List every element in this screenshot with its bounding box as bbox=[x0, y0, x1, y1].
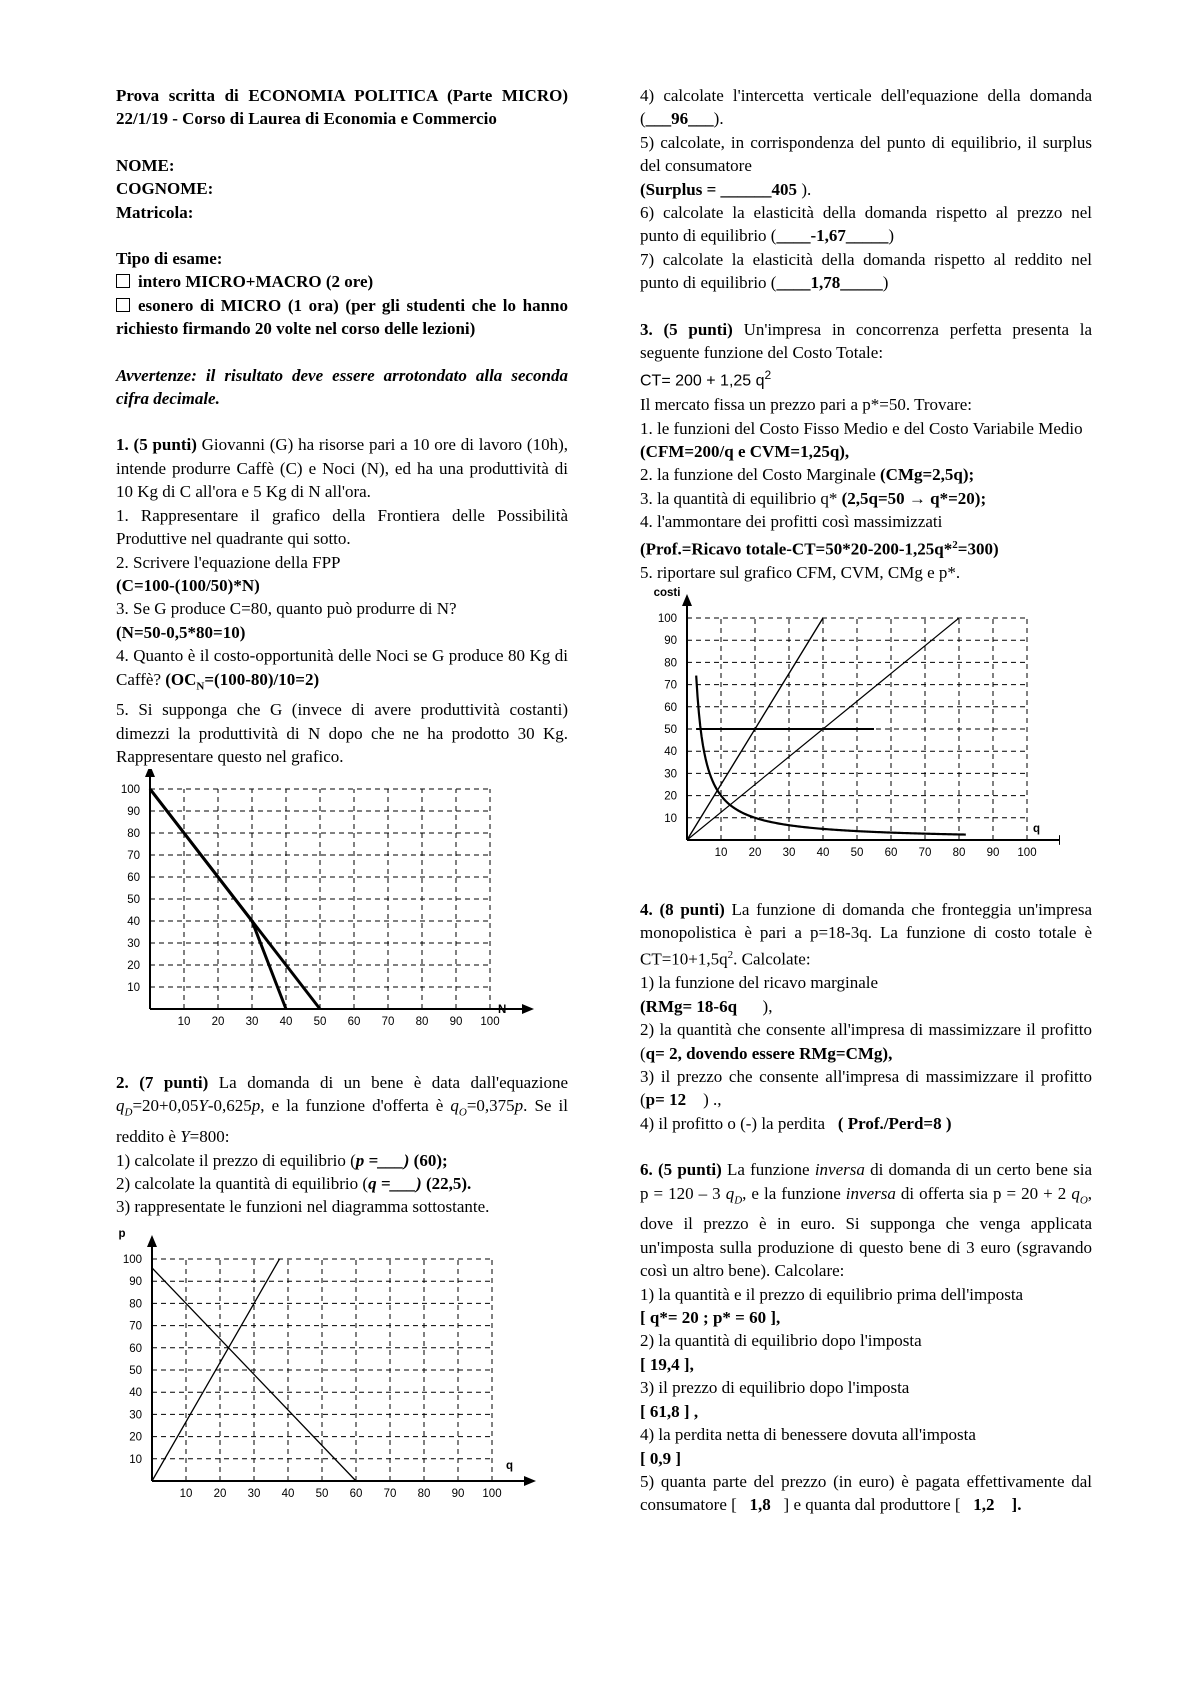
x-axis-arrow bbox=[524, 1476, 536, 1486]
y-tick-label: 60 bbox=[664, 701, 677, 714]
y-axis-label: p bbox=[118, 1227, 126, 1240]
left-column bbox=[116, 84, 568, 1515]
y-tick-label: 80 bbox=[664, 657, 677, 670]
x-axis-arrow bbox=[1059, 835, 1060, 845]
x-tick-label: 90 bbox=[986, 847, 1000, 860]
x-tick-label: 70 bbox=[918, 847, 932, 860]
q2-item-7: 7) calcolate la elasticità della domanda rispetto al reddito nel punto di equilibrio (____1,78_____) bbox=[640, 249, 1092, 293]
y-tick-label: 30 bbox=[664, 768, 677, 781]
x-tick-label: 20 bbox=[748, 847, 762, 860]
y-tick-label: 40 bbox=[129, 1386, 142, 1399]
x-tick-label: 90 bbox=[449, 1015, 463, 1028]
x-tick-label: 60 bbox=[349, 1487, 363, 1500]
q2-item-1: 1) calcolate il prezzo di equilibrio (p =___) (60); bbox=[116, 1150, 448, 1170]
x-tick-label: 70 bbox=[383, 1487, 397, 1500]
y-tick-label: 100 bbox=[657, 613, 677, 626]
q1-text: 1. (5 punti) Giovanni (G) ha risorse pari a 10 ore di lavoro (10h), intende produrre Caffè (C) e Noci (N), ed ha una produttività di 10 Kg di C all'ora e 5 Kg di N all'ora. bbox=[116, 435, 569, 502]
q1-item-4: 4. Quanto è il costo-opportunità delle Noci se G produce 80 Kg di Caffè? $(OC_N=(100-80)/10=2)$ bbox=[116, 646, 568, 692]
q4-item-4: 4) il profitto o (-) la perdita ( Prof./Perd=8 ) bbox=[640, 1113, 952, 1133]
q2-item-5: 5) calcolate, in corrispondenza del punto di equilibrio, il surplus del consumatore bbox=[640, 132, 1092, 176]
y-tick-label: 20 bbox=[127, 959, 140, 972]
y-axis-arrow bbox=[147, 1235, 157, 1247]
x-tick-label: 50 bbox=[313, 1015, 327, 1028]
q6-answer-2: [ 19,4 ], bbox=[640, 1354, 694, 1374]
chart-costs bbox=[640, 584, 1092, 875]
q1-item-1: 1. Rappresentare il grafico della Frontiera delle Possibilità Produttive nel quadrante qui sotto. bbox=[116, 505, 568, 549]
x-tick-label: 80 bbox=[415, 1015, 429, 1028]
q3-item-1: 1. le funzioni del Costo Fisso Medio e del Costo Variabile Medio (CFM=200/q e CVM=1,25q), bbox=[640, 418, 1083, 462]
q6-answer-1: [ q*= 20 ; p* = 60 ], bbox=[640, 1308, 781, 1328]
cognome-label: COGNOME: bbox=[116, 179, 214, 199]
costs-chart-svg bbox=[640, 584, 1060, 869]
q4-item-2: 2) la quantità che consente all'impresa di massimizzare il profitto (q= 2, dovendo essere RMg=CMg), bbox=[640, 1020, 1092, 1063]
q2-item-2: 2) calcolate la quantità di equilibrio (q =___) (22,5). bbox=[116, 1173, 472, 1193]
y-tick-label: 50 bbox=[127, 893, 140, 906]
exam-type-option-full[interactable]: intero MICRO+MACRO (2 ore) bbox=[116, 270, 568, 293]
y-tick-label: 70 bbox=[129, 1320, 142, 1333]
q3-answer-4: (Prof.=Ricavo totale-CT=50*20-200-1,25q*$^2$=300) bbox=[640, 538, 999, 559]
x-tick-label: 20 bbox=[211, 1015, 225, 1028]
y-tick-label: 10 bbox=[129, 1453, 142, 1466]
y-tick-label: 90 bbox=[664, 635, 677, 648]
chart-supply-demand bbox=[116, 1219, 568, 1515]
q2-answer-5: (Surplus = ______405 ). bbox=[640, 179, 812, 199]
y-tick-label: 80 bbox=[129, 1298, 142, 1311]
right-column bbox=[640, 84, 1092, 1517]
q1-item-2: 2. Scrivere l'equazione della FPP bbox=[116, 552, 341, 572]
exam-title: Prova scritta di ECONOMIA POLITICA (Parte MICRO) 22/1/19 - Corso di Laurea di Economia e Commercio bbox=[116, 86, 568, 129]
q1-answer-3: (N=50-0,5*80=10) bbox=[116, 622, 246, 642]
y-tick-label: 30 bbox=[127, 937, 140, 950]
x-axis-label: q bbox=[1033, 823, 1041, 836]
y-tick-label: 10 bbox=[664, 812, 677, 825]
q6-answer-3: [ 61,8 ] , bbox=[640, 1401, 699, 1421]
q3-item-5: 5. riportare sul grafico CFM, CVM, CMg e p*. bbox=[640, 562, 961, 582]
q2-item-6: 6) calcolate la elasticità della domanda rispetto al prezzo nel punto di equilibrio (____-1,67_____) bbox=[640, 203, 1092, 246]
q3-cost-function: CT= 200 + 1,25 $q^2$ bbox=[640, 368, 772, 390]
chart-ppf bbox=[116, 769, 568, 1045]
q2-item-3: 3) rappresentate le funzioni nel diagramma sottostante. bbox=[116, 1197, 490, 1217]
y-tick-label: 80 bbox=[127, 827, 140, 840]
q3-item-4: 4. l'ammontare dei profitti così massimizzati bbox=[640, 512, 943, 532]
q3-text: 3. (5 punti) Un'impresa in concorrenza perfetta presenta la seguente funzione del Costo Totale: bbox=[640, 319, 1092, 363]
y-tick-label: 90 bbox=[129, 1275, 142, 1288]
x-tick-label: 10 bbox=[177, 1015, 191, 1028]
x-tick-label: 10 bbox=[714, 847, 728, 860]
x-axis-label: N bbox=[498, 1003, 507, 1016]
x-tick-label: 10 bbox=[179, 1487, 193, 1500]
y-tick-label: 20 bbox=[129, 1431, 142, 1444]
q6-item-3: 3) il prezzo di equilibrio dopo l'imposta bbox=[640, 1378, 910, 1398]
q6-answer-4: [ 0,9 ] bbox=[640, 1448, 682, 1468]
x-tick-label: 40 bbox=[281, 1487, 295, 1500]
q2-item-4: 4) calcolate l'intercetta verticale dell'equazione della domanda (___96___). bbox=[640, 86, 1092, 129]
y-tick-label: 100 bbox=[122, 1253, 142, 1266]
q6-item-4: 4) la perdita netta di benessere dovuta all'imposta bbox=[640, 1425, 976, 1445]
warning-note: Avvertenze: il risultato deve essere arrotondato alla seconda cifra decimale. bbox=[116, 365, 568, 409]
exam-type-label: Tipo di esame: bbox=[116, 249, 223, 269]
y-axis-label: costi bbox=[653, 587, 681, 600]
q3-item-2: 2. la funzione del Costo Marginale (CMg=2,5q); bbox=[640, 465, 975, 485]
y-tick-label: 100 bbox=[120, 783, 140, 796]
q4-text: 4. (8 punti) La funzione di domanda che fronteggia un'impresa monopolistica è pari a p=18-3q. La funzione di costo totale è $CT=10+1,5q^2$. Calcolate: bbox=[640, 899, 1092, 969]
y-tick-label: 10 bbox=[127, 981, 140, 994]
x-tick-label: 30 bbox=[245, 1015, 259, 1028]
x-tick-label: 100 bbox=[482, 1487, 502, 1500]
y-axis-label bbox=[128, 769, 136, 770]
y-tick-label: 70 bbox=[127, 849, 140, 862]
matricola-label: Matricola: bbox=[116, 202, 194, 222]
x-tick-label: 70 bbox=[381, 1015, 395, 1028]
ppf-chart-svg bbox=[116, 769, 536, 1039]
checkbox-micro[interactable] bbox=[116, 298, 130, 312]
x-tick-label: 50 bbox=[315, 1487, 329, 1500]
q1-answer-2: (C=100-(100/50)*N) bbox=[116, 575, 260, 595]
y-tick-label: 40 bbox=[664, 746, 677, 759]
supply-demand-chart-svg bbox=[116, 1219, 536, 1509]
checkbox-full[interactable] bbox=[116, 274, 130, 288]
x-tick-label: 40 bbox=[816, 847, 830, 860]
x-tick-label: 80 bbox=[417, 1487, 431, 1500]
y-tick-label: 60 bbox=[127, 871, 140, 884]
q1-item-5: 5. Si supponga che G (invece di avere produttività costanti) dimezzi la produttività di N dopo che ne ha prodotto 30 Kg. Rappresentare questo nel grafico. bbox=[116, 700, 568, 767]
y-tick-label: 50 bbox=[664, 724, 677, 737]
q6-text: 6. (5 punti) La funzione inversa di domanda di un certo bene sia p = 120 – 3 $q_D$, e la funzione inversa di offerta sia p = 20 + 2 $q_O$, dove il prezzo è in euro. Si supponga che venga applicata un'imposta sulla produzione di questo bene di 3 euro (sgravando così un altro bene). Calcolare: bbox=[640, 1160, 1093, 1281]
x-tick-label: 90 bbox=[451, 1487, 465, 1500]
q6-item-2: 2) la quantità di equilibrio dopo l'imposta bbox=[640, 1331, 922, 1351]
x-tick-label: 30 bbox=[247, 1487, 261, 1500]
q3-item-3: 3. la quantità di equilibrio q* (2,5q=50 → q*=20); bbox=[640, 488, 987, 508]
x-tick-label: 50 bbox=[850, 847, 864, 860]
x-tick-label: 80 bbox=[952, 847, 966, 860]
y-axis-arrow bbox=[145, 769, 155, 777]
q6-item-5: 5) quanta parte del prezzo (in euro) è pagata effettivamente dal consumatore [ 1,8 ] e quanta dal produttore [ 1,2 ]. bbox=[640, 1471, 1092, 1515]
x-tick-label: 100 bbox=[1017, 847, 1037, 860]
q4-item-1: 1) la funzione del ricavo marginale bbox=[640, 973, 879, 993]
q6-item-1: 1) la quantità e il prezzo di equilibrio prima dell'imposta bbox=[640, 1284, 1024, 1304]
x-tick-label: 60 bbox=[884, 847, 898, 860]
exam-type-option-micro[interactable]: esonero di MICRO (1 ora) (per gli studenti che lo hanno richiesto firmando 20 volte nel corso delle lezioni) bbox=[116, 295, 568, 339]
y-tick-label: 60 bbox=[129, 1342, 142, 1355]
q2-text: 2. (7 punti) La domanda di un bene è data dall'equazione $q_D=20+0,05Y-0,625p$, e la funzione d'offerta è $q_O=0,375p$. Se il reddito è Y=800: bbox=[116, 1072, 569, 1147]
x-tick-label: 40 bbox=[279, 1015, 293, 1028]
y-tick-label: 30 bbox=[129, 1409, 142, 1422]
y-tick-label: 50 bbox=[129, 1364, 142, 1377]
y-tick-label: 20 bbox=[664, 790, 677, 803]
y-tick-label: 40 bbox=[127, 915, 140, 928]
x-tick-label: 20 bbox=[213, 1487, 227, 1500]
q1-item-3: 3. Se G produce C=80, quanto può produrre di N? bbox=[116, 599, 457, 619]
nome-label: NOME: bbox=[116, 155, 175, 175]
q4-answer-1: (RMg= 18-6q ), bbox=[640, 996, 773, 1016]
x-axis-arrow bbox=[522, 1004, 534, 1014]
x-tick-label: 60 bbox=[347, 1015, 361, 1028]
q4-item-3: 3) il prezzo che consente all'impresa di massimizzare il profitto (p= 12 ) ., bbox=[640, 1067, 1092, 1110]
x-axis-label: q bbox=[506, 1459, 514, 1472]
x-tick-label: 30 bbox=[782, 847, 796, 860]
q3-market: Il mercato fissa un prezzo pari a p*=50. Trovare: bbox=[640, 395, 973, 415]
y-tick-label: 90 bbox=[127, 805, 140, 818]
y-tick-label: 70 bbox=[664, 679, 677, 692]
x-tick-label: 100 bbox=[480, 1015, 500, 1028]
y-axis-arrow bbox=[682, 594, 692, 606]
